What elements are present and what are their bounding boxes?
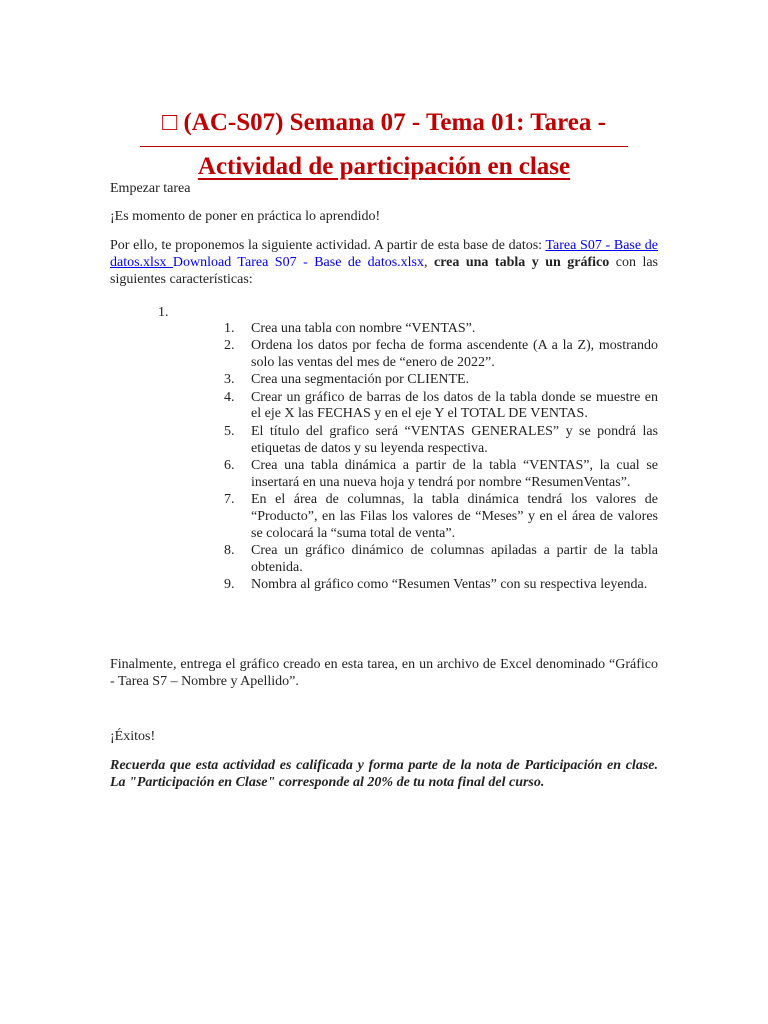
step-text: Nombra al gráfico como “Resumen Ventas” con su respectiva leyenda. (251, 576, 648, 592)
step-text: Crea una segmentación por CLIENTE. (251, 372, 470, 388)
success-text: ¡Éxitos! (110, 729, 156, 744)
step-number: 2. (224, 338, 235, 354)
step-text: El título del grafico será “VENTAS GENERALES” y se pondrá las etiquetas de datos y su leyenda respectiva. (251, 423, 658, 456)
closing-paragraph: Finalmente, entrega el gráfico creado en esta tarea, en un archivo de Excel denominado “Gráfico - Tarea S7 – Nombre y Apellido”. (110, 657, 658, 689)
activity-paragraph (110, 237, 658, 288)
step-text: Crea un gráfico dinámico de columnas apiladas a partir de la tabla obtenida. (251, 542, 658, 575)
step-item (210, 492, 658, 543)
step-item (210, 424, 658, 458)
step-item (210, 458, 658, 492)
page-title (110, 108, 658, 182)
step-number: 3. (224, 372, 235, 388)
download-link[interactable]: Download Tarea S07 - Base de datos.xlsx (172, 255, 424, 270)
step-number: 6. (224, 457, 235, 473)
step-item (210, 390, 658, 424)
start-task-label: Empezar tarea (110, 181, 191, 196)
step-item (210, 321, 658, 338)
step-text: Crea una tabla con nombre “VENTAS”. (251, 321, 476, 336)
intro-text: ¡Es momento de poner en práctica lo aprendido! (110, 209, 381, 224)
steps-list (210, 321, 658, 594)
step-number: 5. (224, 423, 235, 439)
activity-tail: con las siguientes características: (110, 255, 658, 287)
step-text: Crea una tabla dinámica a partir de la tabla “VENTAS”, la cual se insertará en una nueva hoja y tendrá por nombre “ResumenVentas”. (251, 457, 658, 490)
title-line-2-text: Actividad de participación en clase (197, 153, 571, 180)
outer-list-number: 1. (158, 305, 169, 320)
step-item (210, 372, 658, 389)
reminder-note: Recuerda que esta actividad es calificada y forma parte de la nota de Participación en clase. La "Participación en Clase" corresponde al 20% de tu nota final del curso. (110, 758, 658, 790)
step-item (210, 543, 658, 577)
dataset-link[interactable]: Tarea S07 - Base de datos.xlsx (110, 238, 658, 270)
step-number: 1. (224, 321, 235, 336)
title-line-1: □ (AC-S07) Semana 07 - Tema 01: Tarea - (162, 109, 606, 136)
step-item (210, 338, 658, 372)
step-item (210, 577, 658, 594)
step-text: Ordena los datos por fecha de forma ascendente (A a la Z), mostrando solo las ventas del mes de “enero de 2022”. (251, 338, 658, 371)
step-text: Crear un gráfico de barras de los datos de la tabla donde se muestre en el eje X las FECHAS y en el eje Y el TOTAL DE VENTAS. (251, 389, 658, 422)
step-number: 7. (224, 491, 235, 507)
step-number: 8. (224, 542, 235, 558)
step-text: En el área de columnas, la tabla dinámica tendrá los valores de “Producto”, en las Filas los valores de “Meses” y en el área de valores se colocará la “suma total de venta”. (251, 491, 658, 541)
activity-lead: Por ello, te proponemos la siguiente actividad. A partir de esta base de datos: (110, 238, 546, 253)
activity-bold: crea una tabla y un gráfico (433, 255, 610, 270)
step-number: 4. (224, 389, 235, 405)
step-number: 9. (224, 576, 235, 592)
activity-comma: , (424, 255, 434, 270)
title-line-2 (110, 152, 658, 182)
title-divider (140, 146, 628, 147)
